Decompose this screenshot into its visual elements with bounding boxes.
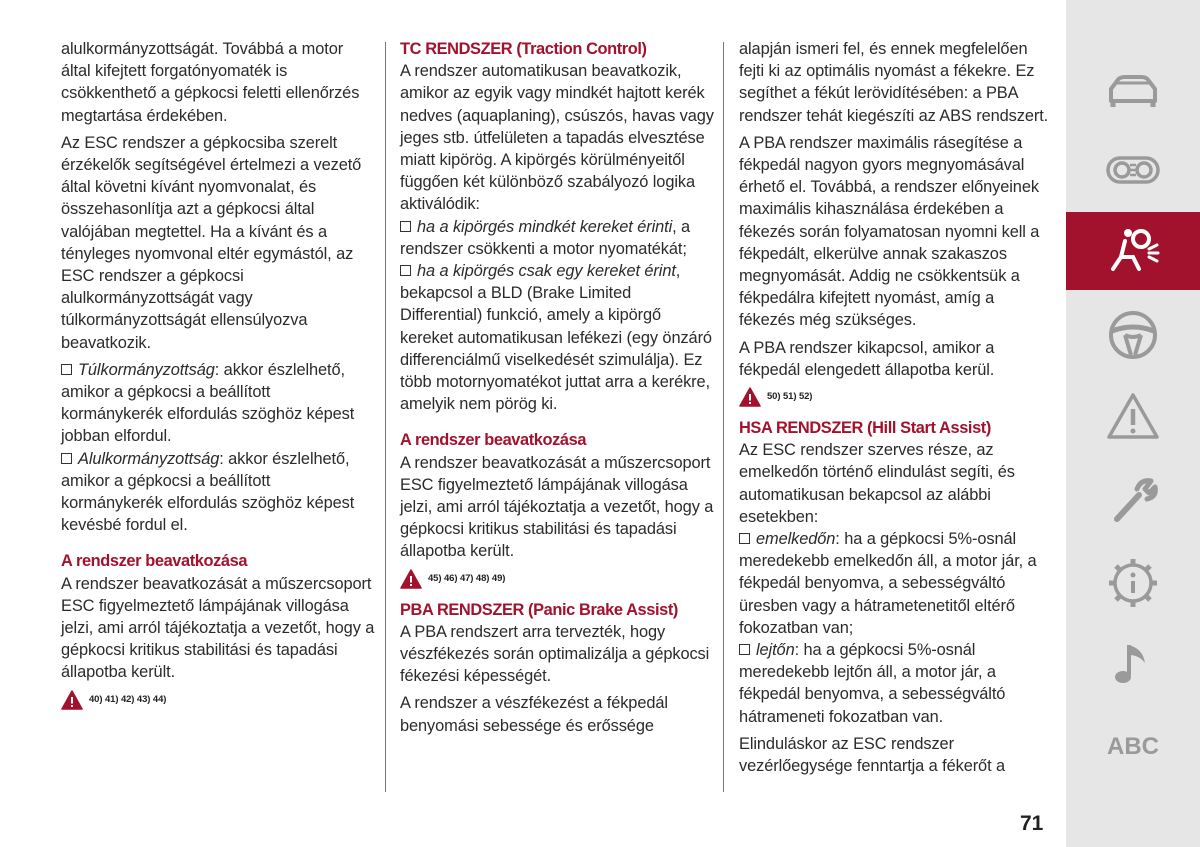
section-heading: A rendszer beavatkozása — [400, 431, 587, 450]
text-column-2 — [400, 38, 715, 742]
page-number: 71 — [1020, 812, 1044, 835]
column-divider — [385, 42, 386, 792]
warning-reference — [400, 569, 715, 589]
sidebar-item-starting-driving[interactable] — [1066, 296, 1200, 374]
info-gear-icon — [1103, 553, 1163, 613]
airbag-seat-icon — [1103, 221, 1163, 281]
bullet-text: : ha a gépkocsi 5%-osnál meredekebb lejtőn áll, a motor jár, a fékpedál benyomva, a sebességváltó hátrameneti fokozatban van. — [739, 641, 1006, 726]
warning-refs: 50) 51) 52) — [767, 390, 813, 402]
section-heading: HSA RENDSZER (Hill Start Assist) — [739, 419, 991, 438]
chapter-sidebar — [1066, 0, 1200, 847]
bullet-item — [61, 448, 376, 537]
checkbox-bullet-icon — [61, 453, 72, 464]
paragraph: alapján ismeri fel, és ennek megfelelően fejti ki az optimális nyomást a fékekre. Ez segíthet a fékút lerövidítésében: a PBA rendszer tehát kiegészíti az ABS rendszert. — [739, 40, 1049, 125]
abc-index-label: ABC — [1107, 733, 1159, 760]
checkbox-bullet-icon — [61, 364, 72, 375]
sidebar-item-maintenance[interactable] — [1066, 462, 1200, 540]
bullet-term: Alulkormányzottság — [78, 449, 220, 468]
bullet-term: emelkedőn — [756, 530, 836, 549]
bullet-term: ha a kipörgés mindkét kereket érinti — [417, 217, 673, 236]
bullet-text: : akkor észlelhető, amikor a gépkocsi a beállított kormánykerék elfordulás szöghöz képest jobban elfordul. — [61, 360, 355, 446]
warning-triangle-icon — [61, 690, 83, 710]
bullet-item — [739, 639, 1054, 728]
bullet-item — [739, 528, 1054, 639]
sidebar-item-index[interactable] — [1066, 708, 1200, 786]
paragraph: A PBA rendszer maximális rásegítése a fékpedál nagyon gyors megnyomásával érhető el. Továbbá, a rendszer előnyeinek maximális kihasználása érdekében a fékezés során folyamatosan nyomni kell a fékpedált, elkerülve annak szakaszos megnyomását. Addig ne csökkentsük a fékpedálra kifejtett nyomást, amíg a fékezés még szükséges. — [739, 133, 1040, 330]
paragraph: A rendszer a vészfékezést a fékpedál benyomási sebessége és erőssége — [400, 694, 668, 735]
music-note-icon — [1103, 635, 1163, 695]
checkbox-bullet-icon — [739, 533, 750, 544]
dashboard-icon — [1103, 141, 1163, 201]
paragraph: Az ESC rendszer szerves része, az emelkedőn történő elindulást segíti, és automatikusan bekapcsol az alábbi esetekben: — [739, 441, 1015, 526]
bullet-text: , bekapcsol a BLD (Brake Limited Differential) funkció, amely a kipörgő kereket automatikusan lefékezi (egy önzáró differenciálmű viselkedését szimulálja). Ez több motornyomatékot juttat arra a kerékre, amelyik nem pörög ki. — [400, 262, 712, 414]
bullet-text: , a rendszer csökkenti a motor nyomatékát; — [400, 217, 691, 258]
paragraph: A rendszer automatikusan beavatkozik, amikor az egyik vagy mindkét hajtott kerék nedves (aquaplaning), csúszós, havas vagy jeges stb. útfelületen a tapadás elvesztése miatt kipörög. A kipörgés körülményeitől függően két különböző szabályozó logika aktiválódik: — [400, 62, 714, 214]
bullet-term: Túlkormányzottság — [78, 360, 215, 379]
column-divider — [723, 42, 724, 792]
sidebar-item-car[interactable] — [1066, 50, 1200, 128]
car-icon — [1103, 59, 1163, 119]
warning-reference — [61, 690, 376, 710]
paragraph: A PBA rendszert arra tervezték, hogy vészfékezés során optimalizálja a gépkocsi fékezési képességét. — [400, 622, 710, 686]
sidebar-item-multimedia[interactable] — [1066, 626, 1200, 704]
text-column-3 — [739, 38, 1054, 782]
checkbox-bullet-icon — [739, 644, 750, 655]
sidebar-item-technical-data[interactable] — [1066, 544, 1200, 622]
checkbox-bullet-icon — [400, 265, 411, 276]
warning-refs: 45) 46) 47) 48) 49) — [428, 572, 506, 584]
warning-triangle-icon — [1103, 387, 1163, 447]
bullet-term: lejtőn — [756, 641, 795, 660]
section-heading: A rendszer beavatkozása — [61, 552, 248, 571]
paragraph: alulkormányzottságát. Továbbá a motor által kifejtett forgatónyomaték is csökkenthető a gépkocsi feletti ellenőrzés megtartása érdekében. — [61, 40, 360, 125]
warning-triangle-icon — [400, 569, 422, 589]
paragraph: A rendszer beavatkozását a műszercsoport ESC figyelmeztető lámpájának villogása jelzi, ami arról tájékoztatja a vezetőt, hogy a gépkocsi kritikus stabilitási és tapadási állapotba került. — [61, 574, 375, 682]
bullet-item — [61, 359, 376, 448]
section-heading: TC RENDSZER (Traction Control) — [400, 40, 647, 58]
warning-reference — [739, 387, 1054, 407]
sidebar-item-warnings[interactable] — [1066, 378, 1200, 456]
checkbox-bullet-icon — [400, 221, 411, 232]
bullet-text: : akkor észlelhető, amikor a gépkocsi a beállított kormánykerék elfordulás szöghöz képest kevésbé fordul el. — [61, 449, 355, 535]
sidebar-item-dashboard[interactable] — [1066, 132, 1200, 210]
steering-wheel-icon — [1103, 305, 1163, 365]
paragraph: Elinduláskor az ESC rendszer vezérlőegysége fenntartja a fékerőt a — [739, 734, 1006, 776]
warning-triangle-icon — [739, 387, 761, 407]
paragraph: A PBA rendszer kikapcsol, amikor a fékpedál elengedett állapotba kerül. — [739, 338, 995, 379]
bullet-item — [400, 216, 715, 260]
text-column-1 — [61, 38, 376, 720]
warning-refs: 40) 41) 42) 43) 44) — [89, 693, 167, 705]
bullet-text: : ha a gépkocsi 5%-osnál meredekebb emelkedőn áll, a motor jár, a fékpedál benyomva, a sebességváltó üresben vagy a hátrametenetitől eltérő fokozatban van; — [739, 530, 1037, 637]
wrench-icon — [1103, 471, 1163, 531]
bullet-item — [400, 260, 715, 415]
paragraph: A rendszer beavatkozását a műszercsoport ESC figyelmeztető lámpájának villogása jelzi, ami arról tájékoztatja a vezetőt, hogy a gépkocsi kritikus stabilitási és tapadási állapotba került. — [400, 453, 714, 561]
section-heading: PBA RENDSZER (Panic Brake Assist) — [400, 600, 678, 619]
bullet-term: ha a kipörgés csak egy kereket érint — [417, 262, 676, 281]
paragraph: Az ESC rendszer a gépkocsiba szerelt érzékelők segítségével értelmezi a vezető által követni kívánt nyomvonalat, és összehasonlítja azt a gépkocsi által valójában megtettel. Ha a kívánt és a tényleges nyomvonal eltér egymástól, az ESC rendszer a gépkocsi alulkormányzottságát vagy túlkormányzottságát ellensúlyozva beavatkozik. — [61, 133, 362, 352]
sidebar-item-safety[interactable] — [1066, 212, 1200, 290]
